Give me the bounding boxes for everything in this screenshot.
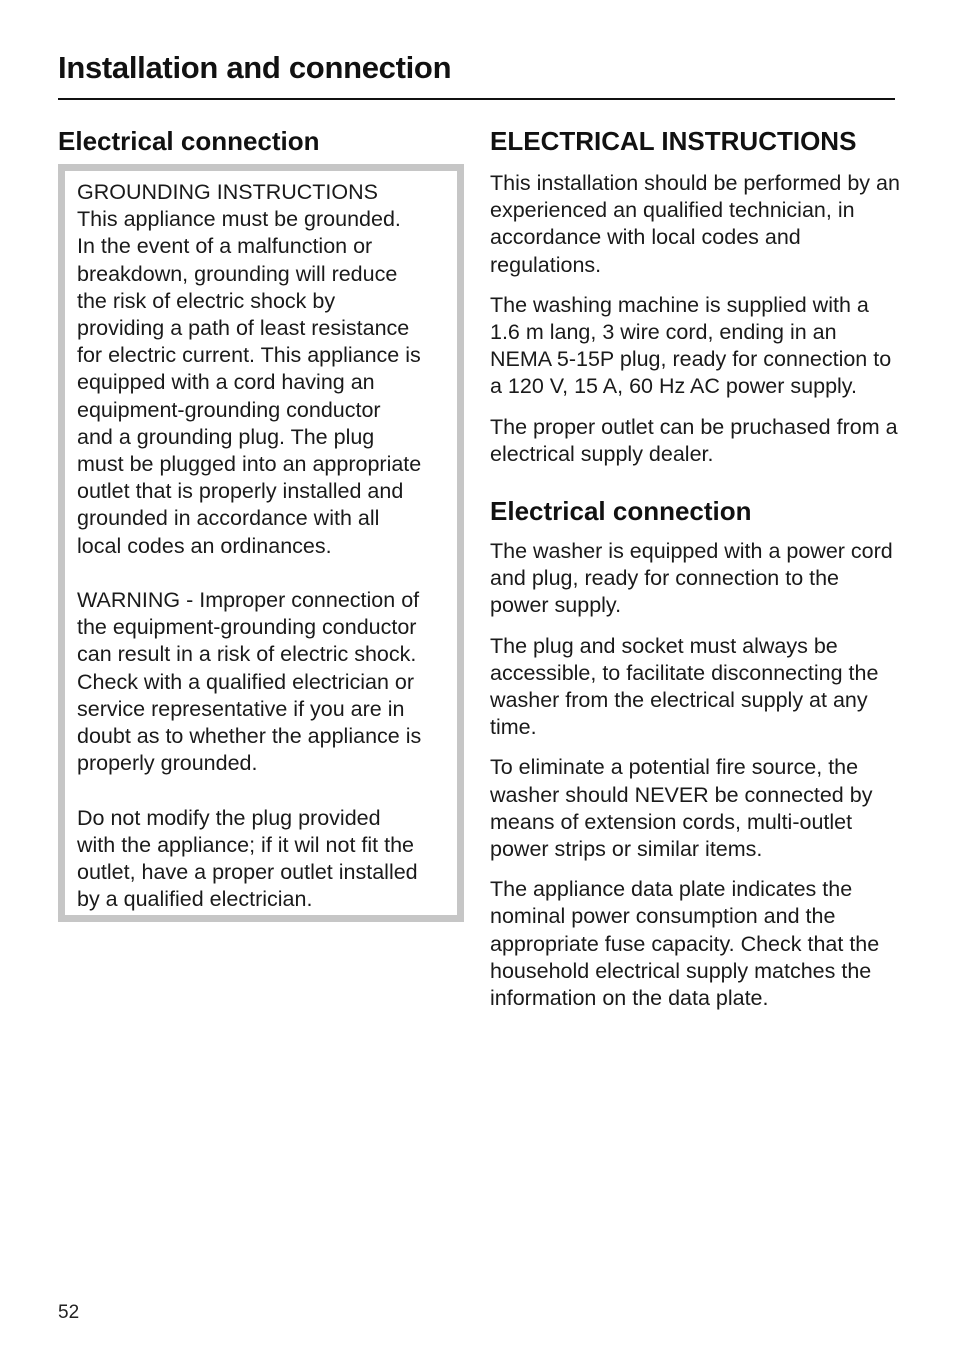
body-paragraph: This installation should be performed by an experienced an qualified technician, in accordance with local codes and regulations.	[490, 171, 900, 277]
warning-paragraph: WARNING - Improper connection of the equipment-grounding conductor can result in a risk of electric shock. Check with a qualified electrician or service representative if you are in doubt as to whether the appliance is properly grounded.	[77, 588, 422, 776]
left-section-heading: Electrical connection	[58, 126, 320, 156]
right-column	[490, 122, 900, 1012]
body-paragraph: To eliminate a potential fire source, the washer should NEVER be connected by means of extension cords, multi-outlet power strips or similar items.	[490, 755, 873, 862]
body-paragraph: The washer is equipped with a power cord and plug, ready for connection to the power supply.	[490, 539, 893, 618]
electrical-instructions-body	[490, 170, 900, 468]
page-title: Installation and connection	[58, 50, 452, 85]
grounding-paragraph: GROUNDING INSTRUCTIONS This appliance must be grounded. In the event of a malfunction or breakdown, grounding will reduce the risk of electric shock by providing a path of least resistance for electric current. This appliance is equipped with a cord having an equipment-grounding conductor and a grounding plug. The plug must be plugged into an appropriate outlet that is properly installed and grounded in accordance with all local codes an ordinances.	[77, 180, 422, 558]
body-paragraph: The appliance data plate indicates the nominal power consumption and the appropriate fuse capacity. Check that the household electrical supply matches the information on the data plate.	[490, 877, 880, 1011]
electrical-connection-heading: Electrical connection	[490, 496, 752, 527]
plug-modification-paragraph: Do not modify the plug provided with the appliance; if it wil not fit the outlet, have a proper outlet installed by a qualified electrician.	[77, 805, 418, 912]
body-paragraph: The proper outlet can be pruchased from a electrical supply dealer.	[490, 414, 898, 466]
electrical-connection-body	[490, 538, 900, 1012]
page-number: 52	[58, 1302, 80, 1323]
title-divider	[58, 98, 895, 100]
body-paragraph: The plug and socket must always be accessible, to facilitate disconnecting the washer from the electrical supply at any time.	[490, 633, 879, 740]
body-paragraph: The washing machine is supplied with a 1.6 m lang, 3 wire cord, ending in an NEMA 5-15P plug, ready for connection to a 120 V, 15 A, 60 Hz AC power supply.	[490, 292, 892, 399]
grounding-instructions-box	[58, 164, 464, 922]
left-column	[58, 122, 464, 922]
electrical-instructions-heading: ELECTRICAL INSTRUCTIONS	[490, 126, 857, 156]
